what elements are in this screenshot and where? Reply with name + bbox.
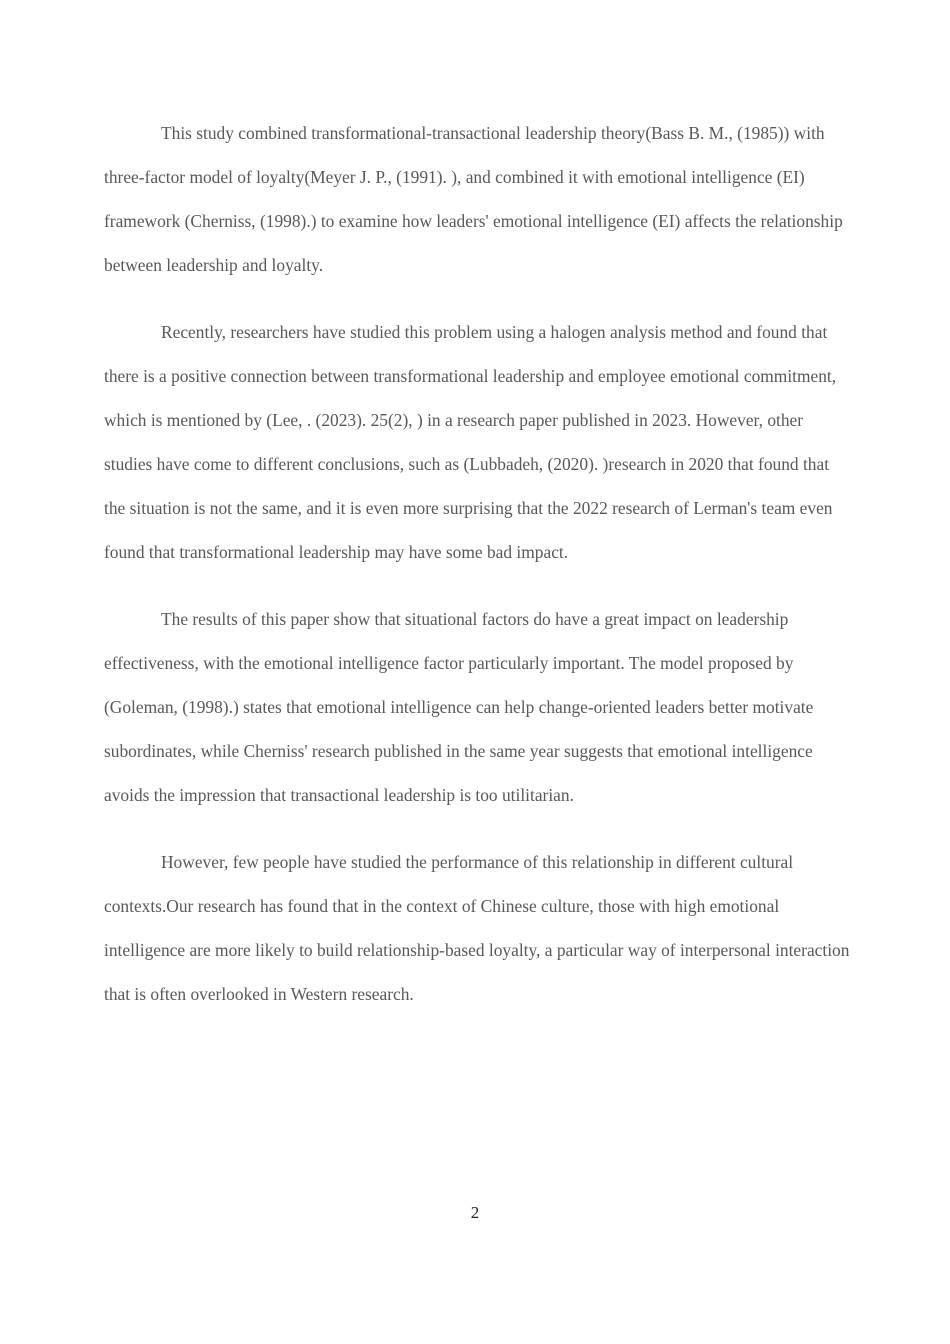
paragraph-3: The results of this paper show that situational factors do have a great impact on leadership effectiveness, with the emotional intelligence factor particularly important. The model proposed by (Goleman, (1998).) states that emotional intelligence can help change-oriented leaders better motivate subordinates, while Cherniss' research published in the same year suggests that emotional intelligence avoids the impression that transactional leadership is too utilitarian. xyxy=(104,609,814,805)
paragraph-1: This study combined transformational-transactional leadership theory(Bass B. M., (1985)) with three-factor model of loyalty(Meyer J. P., (1991). ), and combined it with emotional intelligence (EI) framework (Cherniss, (1998).) to examine how leaders' emotional intelligence (EI) affects the relationship between leadership and loyalty. xyxy=(104,123,843,275)
paragraph-4: However, few people have studied the performance of this relationship in different cultural contexts.Our research has found that in the context of Chinese culture, those with high emotional intelligence are more likely to build relationship-based loyalty, a particular way of interpersonal interaction that is often overlooked in Western research. xyxy=(104,852,850,1004)
document-body xyxy=(104,111,852,1039)
page-number: 2 xyxy=(470,1203,480,1222)
paragraph-2: Recently, researchers have studied this problem using a halogen analysis method and found that there is a positive connection between transformational leadership and employee emotional commitment, which is mentioned by (Lee, . (2023). 25(2), ) in a research paper published in 2023. However, other studies have come to different conclusions, such as (Lubbadeh, (2020). )research in 2020 that found that the situation is not the same, and it is even more surprising that the 2022 research of Lerman's team even found that transformational leadership may have some bad impact. xyxy=(104,322,837,562)
